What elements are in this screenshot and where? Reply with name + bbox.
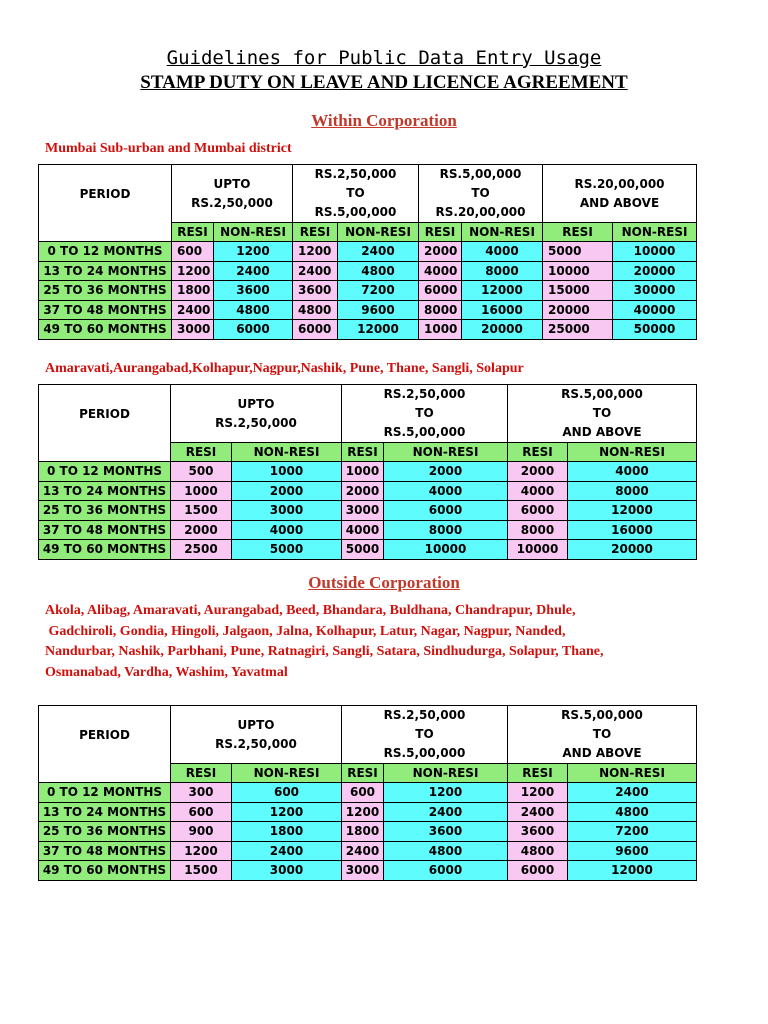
resi-cell: 1000 <box>342 462 384 482</box>
price-band-line: RS.2,50,000 <box>383 708 466 722</box>
table-row <box>39 281 697 301</box>
nonresi-cell: 4800 <box>384 841 508 861</box>
nonresi-cell: 12000 <box>462 281 543 301</box>
caption-outside-districts <box>45 601 735 683</box>
resi-cell: 4000 <box>419 261 462 281</box>
table-row <box>39 540 697 560</box>
resi-cell: 4000 <box>342 520 384 540</box>
nonresi-cell: 12000 <box>568 861 697 881</box>
table-row <box>39 841 697 861</box>
nonresi-cell: 16000 <box>462 300 543 320</box>
nonresi-cell: 2000 <box>232 481 342 501</box>
price-band-line: RS.5,00,000 <box>314 205 397 219</box>
resi-cell: 4800 <box>293 300 338 320</box>
price-band-line: RS.5,00,000 <box>439 167 522 181</box>
nonresi-cell: 4800 <box>338 261 419 281</box>
section-heading-outside: Outside Corporation <box>308 573 460 592</box>
resi-cell: 2000 <box>171 520 232 540</box>
table-row <box>39 861 697 881</box>
price-band-header <box>293 165 419 223</box>
period-cell: 49 TO 60 MONTHS <box>39 540 171 560</box>
period-cell: 13 TO 24 MONTHS <box>39 481 171 501</box>
nonresi-cell: 4800 <box>568 802 697 822</box>
price-band-line: TO <box>592 727 612 741</box>
nonresi-cell: 600 <box>232 783 342 803</box>
price-band-line: TO <box>415 727 434 741</box>
header-row <box>39 706 697 764</box>
nonresi-cell: 4000 <box>232 520 342 540</box>
nonresi-cell: 4000 <box>462 242 543 262</box>
resi-header: RESI <box>508 443 568 462</box>
resi-cell: 5000 <box>342 540 384 560</box>
price-band-line: RS.2,50,000 <box>383 387 466 401</box>
resi-cell: 2500 <box>171 540 232 560</box>
subheader-blank <box>39 443 171 462</box>
nonresi-cell: 6000 <box>384 501 508 521</box>
nonresi-cell: 7200 <box>568 822 697 842</box>
price-band-header <box>172 165 293 223</box>
resi-cell: 300 <box>171 783 232 803</box>
nonresi-cell: 20000 <box>613 261 697 281</box>
nonresi-cell: 4000 <box>384 481 508 501</box>
resi-cell: 15000 <box>543 281 613 301</box>
resi-cell: 6000 <box>293 320 338 340</box>
price-band-line: RS.20,00,000 <box>574 176 665 191</box>
nonresi-cell: 6000 <box>384 861 508 881</box>
nonresi-header: NON-RESI <box>462 223 543 242</box>
table-row <box>39 783 697 803</box>
period-cell: 37 TO 48 MONTHS <box>39 841 171 861</box>
table-row <box>39 261 697 281</box>
resi-cell: 8000 <box>419 300 462 320</box>
period-header: PERIOD <box>39 165 172 223</box>
resi-header: RESI <box>543 223 613 242</box>
nonresi-header: NON-RESI <box>384 764 508 783</box>
resi-cell: 1200 <box>342 802 384 822</box>
price-band-line: UPTO <box>213 176 251 191</box>
resi-header: RESI <box>342 764 384 783</box>
period-cell: 13 TO 24 MONTHS <box>39 802 171 822</box>
subheader-blank <box>39 764 171 783</box>
price-band-header <box>419 165 543 223</box>
resi-cell: 600 <box>172 242 214 262</box>
resi-header: RESI <box>171 764 232 783</box>
period-cell: 37 TO 48 MONTHS <box>39 520 171 540</box>
nonresi-cell: 16000 <box>568 520 697 540</box>
nonresi-cell: 1200 <box>232 802 342 822</box>
nonresi-cell: 1800 <box>232 822 342 842</box>
table-row <box>39 300 697 320</box>
price-band-line: RS.5,00,000 <box>383 746 466 760</box>
caption-line: Akola, Alibag, Amaravati, Aurangabad, Beed, Bhandara, Buldhana, Chandrapur, Dhule, <box>45 603 576 618</box>
rate-table-mumbai <box>38 164 697 340</box>
resi-cell: 4000 <box>508 481 568 501</box>
nonresi-cell: 1200 <box>384 783 508 803</box>
period-cell: 25 TO 36 MONTHS <box>39 281 172 301</box>
resi-cell: 2400 <box>342 841 384 861</box>
price-band-header <box>543 165 697 223</box>
resi-header: RESI <box>419 223 462 242</box>
header-row <box>39 165 697 223</box>
nonresi-cell: 10000 <box>613 242 697 262</box>
resi-cell: 2000 <box>342 481 384 501</box>
table-row <box>39 520 697 540</box>
nonresi-cell: 6000 <box>214 320 293 340</box>
resi-cell: 8000 <box>508 520 568 540</box>
price-band-line: RS.2,50,000 <box>314 167 397 181</box>
nonresi-cell: 9600 <box>338 300 419 320</box>
price-band-line: AND ABOVE <box>562 425 642 439</box>
section-heading-within: Within Corporation <box>311 111 457 130</box>
resi-header: RESI <box>342 443 384 462</box>
nonresi-header: NON-RESI <box>568 443 697 462</box>
nonresi-cell: 1200 <box>214 242 293 262</box>
period-cell: 0 TO 12 MONTHS <box>39 783 171 803</box>
resi-cell: 1000 <box>419 320 462 340</box>
nonresi-cell: 2000 <box>384 462 508 482</box>
header-row <box>39 385 697 443</box>
table-row <box>39 501 697 521</box>
period-cell: 13 TO 24 MONTHS <box>39 261 172 281</box>
subheader-row <box>39 764 697 783</box>
resi-cell: 1500 <box>171 501 232 521</box>
resi-cell: 1200 <box>172 261 214 281</box>
resi-cell: 500 <box>171 462 232 482</box>
resi-cell: 1000 <box>171 481 232 501</box>
period-cell: 49 TO 60 MONTHS <box>39 861 171 881</box>
nonresi-header: NON-RESI <box>214 223 293 242</box>
resi-cell: 2400 <box>508 802 568 822</box>
nonresi-cell: 3600 <box>214 281 293 301</box>
resi-cell: 1800 <box>172 281 214 301</box>
price-band-line: RS.2,50,000 <box>191 195 273 210</box>
period-cell: 25 TO 36 MONTHS <box>39 822 171 842</box>
nonresi-cell: 20000 <box>568 540 697 560</box>
nonresi-cell: 8000 <box>384 520 508 540</box>
nonresi-cell: 20000 <box>462 320 543 340</box>
resi-cell: 6000 <box>508 861 568 881</box>
resi-cell: 3600 <box>508 822 568 842</box>
nonresi-cell: 4000 <box>568 462 697 482</box>
nonresi-header: NON-RESI <box>232 764 342 783</box>
period-cell: 37 TO 48 MONTHS <box>39 300 172 320</box>
table-row <box>39 242 697 262</box>
nonresi-cell: 3000 <box>232 501 342 521</box>
rate-table-cities <box>38 384 697 560</box>
price-band-line: RS.5,00,000 <box>561 387 643 401</box>
price-band-line: TO <box>415 406 434 420</box>
price-band-line: AND ABOVE <box>562 746 642 760</box>
resi-cell: 900 <box>171 822 232 842</box>
resi-header: RESI <box>172 223 214 242</box>
resi-cell: 20000 <box>543 300 613 320</box>
nonresi-cell: 2400 <box>214 261 293 281</box>
resi-cell: 10000 <box>543 261 613 281</box>
resi-cell: 6000 <box>508 501 568 521</box>
caption-line: Gadchiroli, Gondia, Hingoli, Jalgaon, Jalna, Kolhapur, Latur, Nagar, Nagpur, Nanded, <box>45 623 566 639</box>
table-row <box>39 462 697 482</box>
resi-cell: 4800 <box>508 841 568 861</box>
nonresi-cell: 2400 <box>338 242 419 262</box>
caption-mumbai: Mumbai Sub-urban and Mumbai district <box>45 141 292 156</box>
nonresi-cell: 40000 <box>613 300 697 320</box>
nonresi-cell: 8000 <box>462 261 543 281</box>
price-band-header <box>342 385 508 443</box>
nonresi-cell: 9600 <box>568 841 697 861</box>
nonresi-cell: 3000 <box>232 861 342 881</box>
table-row <box>39 802 697 822</box>
subheader-row <box>39 223 697 242</box>
period-cell: 49 TO 60 MONTHS <box>39 320 172 340</box>
price-band-header <box>508 706 697 764</box>
resi-cell: 5000 <box>543 242 613 262</box>
resi-cell: 1200 <box>293 242 338 262</box>
nonresi-cell: 1000 <box>232 462 342 482</box>
resi-cell: 25000 <box>543 320 613 340</box>
subheader-blank <box>39 223 172 242</box>
resi-cell: 6000 <box>419 281 462 301</box>
nonresi-cell: 8000 <box>568 481 697 501</box>
resi-cell: 1200 <box>508 783 568 803</box>
resi-cell: 2400 <box>172 300 214 320</box>
resi-cell: 3000 <box>172 320 214 340</box>
price-band-line: TO <box>471 186 490 200</box>
price-band-line: UPTO <box>237 396 275 411</box>
resi-cell: 3600 <box>293 281 338 301</box>
period-cell: 0 TO 12 MONTHS <box>39 462 171 482</box>
table-row <box>39 481 697 501</box>
nonresi-header: NON-RESI <box>613 223 697 242</box>
resi-cell: 2000 <box>419 242 462 262</box>
nonresi-cell: 10000 <box>384 540 508 560</box>
price-band-line: RS.2,50,000 <box>215 736 297 751</box>
price-band-line: RS.5,00,000 <box>383 425 466 439</box>
price-band-header <box>171 385 342 443</box>
nonresi-header: NON-RESI <box>232 443 342 462</box>
price-band-line: RS.20,00,000 <box>435 205 526 219</box>
resi-cell: 1800 <box>342 822 384 842</box>
resi-cell: 600 <box>342 783 384 803</box>
nonresi-cell: 7200 <box>338 281 419 301</box>
nonresi-cell: 30000 <box>613 281 697 301</box>
period-cell: 25 TO 36 MONTHS <box>39 501 171 521</box>
table-row <box>39 822 697 842</box>
period-header: PERIOD <box>39 385 171 443</box>
nonresi-cell: 12000 <box>338 320 419 340</box>
price-band-header <box>508 385 697 443</box>
price-band-header <box>171 706 342 764</box>
period-cell: 0 TO 12 MONTHS <box>39 242 172 262</box>
resi-header: RESI <box>171 443 232 462</box>
table-row <box>39 320 697 340</box>
resi-header: RESI <box>293 223 338 242</box>
price-band-line: TO <box>592 406 612 420</box>
nonresi-header: NON-RESI <box>338 223 419 242</box>
subheader-row <box>39 443 697 462</box>
price-band-line: UPTO <box>237 717 275 732</box>
resi-cell: 3000 <box>342 501 384 521</box>
price-band-line: TO <box>346 186 365 200</box>
document-title: Guidelines for Public Data Entry Usage <box>166 47 602 69</box>
price-band-line: AND ABOVE <box>579 195 660 210</box>
resi-cell: 600 <box>171 802 232 822</box>
resi-cell: 3000 <box>342 861 384 881</box>
resi-cell: 1200 <box>171 841 232 861</box>
nonresi-header: NON-RESI <box>384 443 508 462</box>
period-header: PERIOD <box>39 706 171 764</box>
price-band-line: RS.5,00,000 <box>561 708 643 722</box>
nonresi-cell: 50000 <box>613 320 697 340</box>
nonresi-cell: 2400 <box>384 802 508 822</box>
resi-cell: 2400 <box>293 261 338 281</box>
nonresi-cell: 4800 <box>214 300 293 320</box>
caption-cities: Amaravati,Aurangabad,Kolhapur,Nagpur,Nashik, Pune, Thane, Sangli, Solapur <box>45 361 524 376</box>
resi-cell: 1500 <box>171 861 232 881</box>
nonresi-header: NON-RESI <box>568 764 697 783</box>
nonresi-cell: 2400 <box>568 783 697 803</box>
document-subtitle: STAMP DUTY ON LEAVE AND LICENCE AGREEMENT <box>140 72 628 93</box>
nonresi-cell: 5000 <box>232 540 342 560</box>
resi-cell: 2000 <box>508 462 568 482</box>
caption-line: Nandurbar, Nashik, Parbhani, Pune, Ratnagiri, Sangli, Satara, Sindhudurga, Solapur, Thane, <box>45 644 604 659</box>
nonresi-cell: 3600 <box>384 822 508 842</box>
rate-table-outside <box>38 705 697 881</box>
nonresi-cell: 12000 <box>568 501 697 521</box>
caption-line: Osmanabad, Vardha, Washim, Yavatmal <box>45 664 288 680</box>
resi-header: RESI <box>508 764 568 783</box>
price-band-header <box>342 706 508 764</box>
resi-cell: 10000 <box>508 540 568 560</box>
price-band-line: RS.2,50,000 <box>215 415 297 430</box>
nonresi-cell: 2400 <box>232 841 342 861</box>
